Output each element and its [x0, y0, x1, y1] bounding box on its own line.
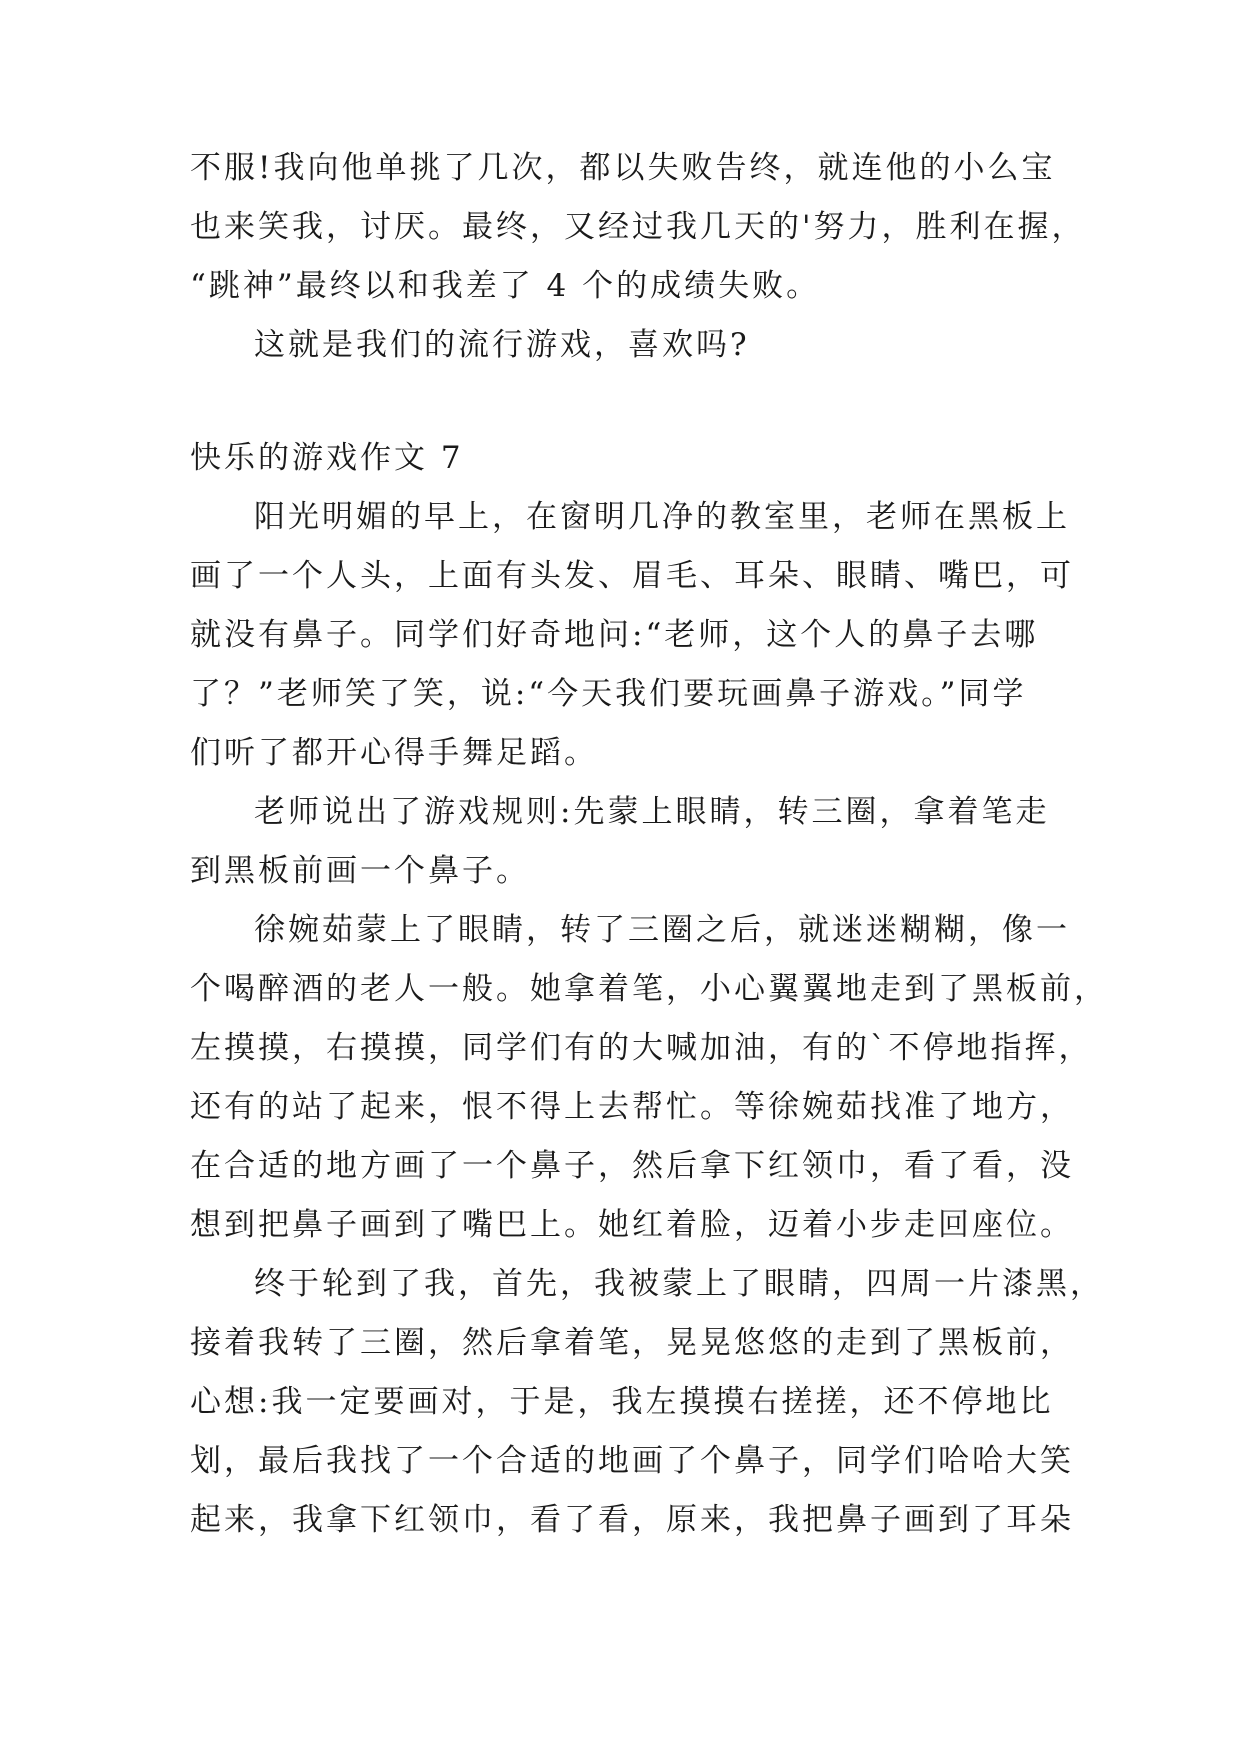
- text-line-22: 划，最后我找了一个合适的地画了个鼻子，同学们哈哈大笑: [190, 1443, 1074, 1479]
- text-line-3: “跳神”最终以和我差了 4 个的成绩失败。: [190, 268, 821, 304]
- text-line-10: 们听了都开心得手舞足蹈。: [190, 735, 598, 771]
- text-line-2: 也来笑我，讨厌。最终，又经过我几天的'努力，胜利在握，: [190, 209, 1086, 245]
- section-heading: 快乐的游戏作文 7: [190, 440, 464, 476]
- text-line-4: 这就是我们的流行游戏，喜欢吗?: [254, 327, 750, 363]
- text-line-17: 在合适的地方画了一个鼻子，然后拿下红领巾，看了看，没: [190, 1148, 1074, 1184]
- text-line-15: 左摸摸，右摸摸，同学们有的大喊加油，有的`不停地指挥，: [190, 1030, 1093, 1066]
- text-line-13: 徐婉茹蒙上了眼睛，转了三圈之后，就迷迷糊糊，像一: [254, 912, 1070, 948]
- text-line-14: 个喝醉酒的老人一般。她拿着笔，小心翼翼地走到了黑板前，: [190, 971, 1108, 1007]
- text-line-19: 终于轮到了我，首先，我被蒙上了眼睛，四周一片漆黑，: [254, 1266, 1104, 1302]
- text-line-7: 画了一个人头，上面有头发、眉毛、耳朵、眼睛、嘴巴，可: [190, 558, 1074, 594]
- text-line-18: 想到把鼻子画到了嘴巴上。她红着脸，迈着小步走回座位。: [190, 1207, 1074, 1243]
- text-line-23: 起来，我拿下红领巾，看了看，原来，我把鼻子画到了耳朵: [190, 1502, 1074, 1538]
- text-line-9: 了？”老师笑了笑，说:“今天我们要玩画鼻子游戏。”同学: [190, 676, 1027, 712]
- text-line-11: 老师说出了游戏规则:先蒙上眼睛，转三圈，拿着笔走: [254, 794, 1050, 830]
- text-line-6: 阳光明媚的早上，在窗明几净的教室里，老师在黑板上: [254, 499, 1070, 535]
- text-line-21: 心想:我一定要画对，于是，我左摸摸右搓搓，还不停地比: [190, 1384, 1054, 1420]
- text-line-12: 到黑板前画一个鼻子。: [190, 853, 530, 889]
- text-line-1: 不服!我向他单挑了几次，都以失败告终，就连他的小么宝: [190, 150, 1056, 186]
- text-line-8: 就没有鼻子。同学们好奇地问:“老师，这个人的鼻子去哪: [190, 617, 1039, 653]
- text-line-16: 还有的站了起来，恨不得上去帮忙。等徐婉茹找准了地方，: [190, 1089, 1074, 1125]
- text-line-20: 接着我转了三圈，然后拿着笔，晃晃悠悠的走到了黑板前，: [190, 1325, 1074, 1361]
